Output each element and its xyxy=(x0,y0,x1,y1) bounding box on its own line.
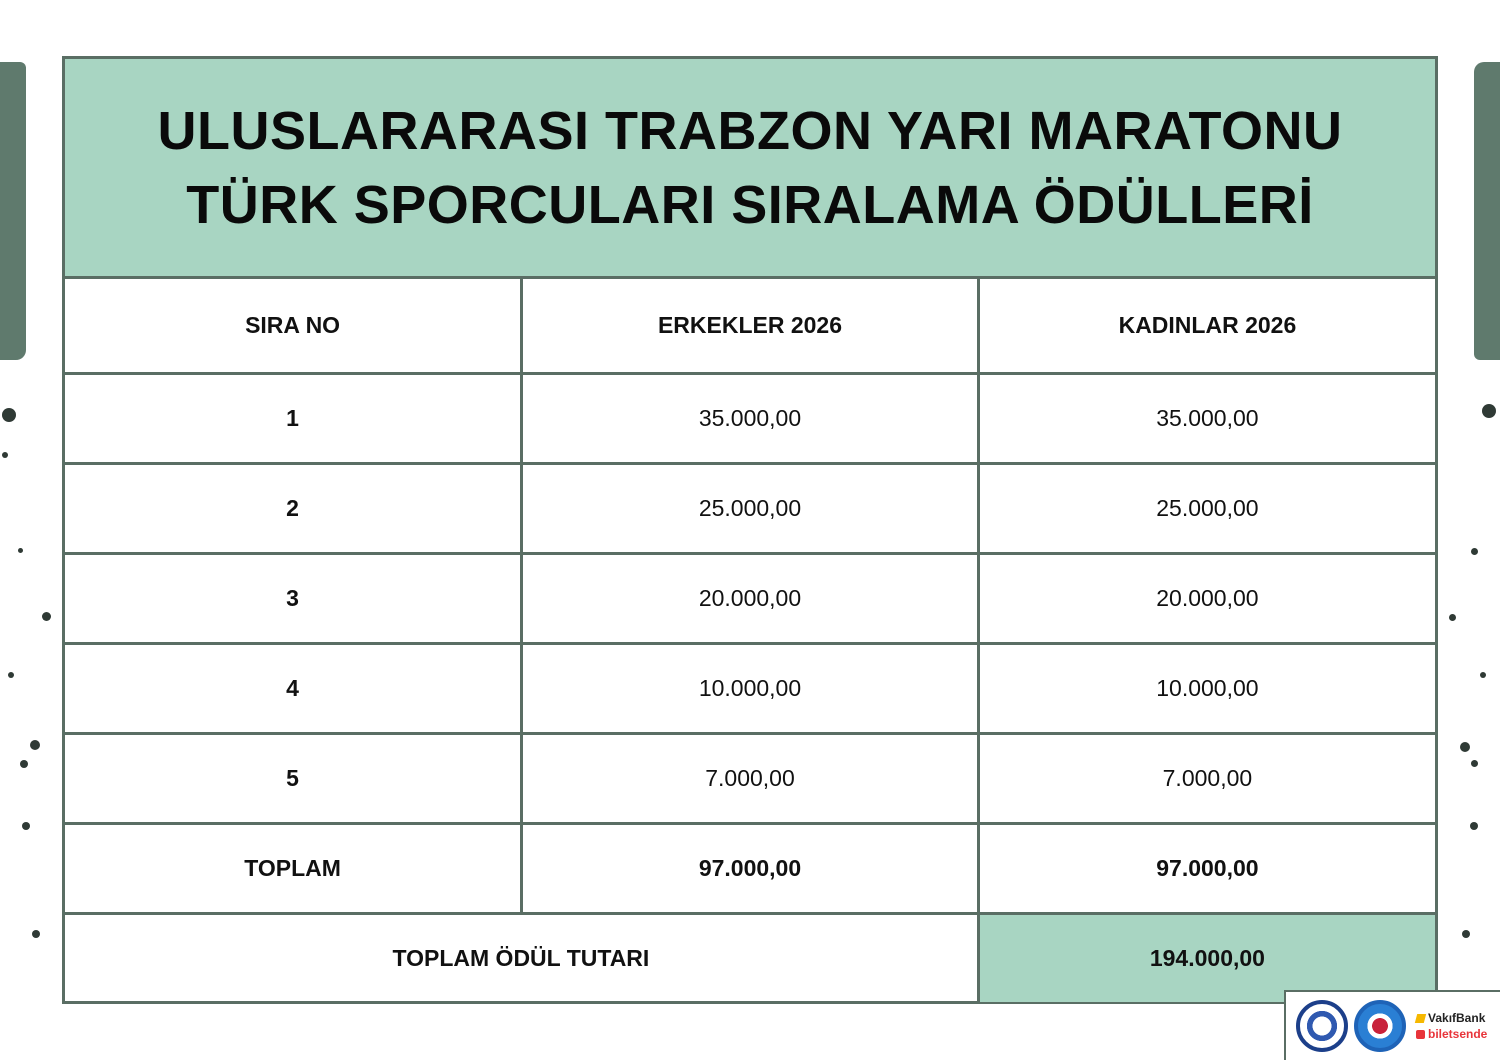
women-prize-cell: 7.000,00 xyxy=(978,734,1435,824)
decorative-left-bar xyxy=(0,62,26,360)
header-rank: SIRA NO xyxy=(65,279,522,374)
prize-table-card xyxy=(62,56,1438,1004)
vakifbank-logo xyxy=(1416,1011,1487,1025)
table-row xyxy=(65,554,1435,644)
municipality-seal-icon xyxy=(1296,1000,1348,1052)
prize-table xyxy=(65,279,1435,1002)
total-label: TOPLAM xyxy=(65,824,522,914)
page-title: ULUSLARARASI TRABZON YARI MARATONU TÜRK SPORCULARI SIRALAMA ÖDÜLLERİ xyxy=(157,100,1343,235)
decorative-dot xyxy=(1471,548,1478,555)
decorative-right-bar xyxy=(1474,62,1500,360)
decorative-dot xyxy=(1482,404,1496,418)
decorative-dot xyxy=(1471,760,1478,767)
decorative-dot xyxy=(1470,822,1478,830)
title-band xyxy=(65,59,1435,279)
table-row xyxy=(65,644,1435,734)
rank-cell: 1 xyxy=(65,374,522,464)
decorative-dot xyxy=(8,672,14,678)
metropolitan-seal-icon xyxy=(1354,1000,1406,1052)
men-prize-cell: 10.000,00 xyxy=(522,644,979,734)
grand-total-row xyxy=(65,914,1435,1003)
decorative-dot xyxy=(1462,930,1470,938)
decorative-dot xyxy=(22,822,30,830)
table-row xyxy=(65,374,1435,464)
decorative-dot xyxy=(2,408,16,422)
rank-cell: 2 xyxy=(65,464,522,554)
total-women: 97.000,00 xyxy=(978,824,1435,914)
rank-cell: 4 xyxy=(65,644,522,734)
biletsende-label: biletsende xyxy=(1428,1027,1488,1041)
decorative-dot xyxy=(1449,614,1456,621)
decorative-dot xyxy=(2,452,8,458)
women-prize-cell: 25.000,00 xyxy=(978,464,1435,554)
men-prize-cell: 35.000,00 xyxy=(522,374,979,464)
total-men: 97.000,00 xyxy=(522,824,979,914)
vakifbank-icon xyxy=(1415,1014,1426,1023)
header-women: KADINLAR 2026 xyxy=(978,279,1435,374)
table-row xyxy=(65,464,1435,554)
sponsor-logos xyxy=(1284,990,1500,1060)
table-row xyxy=(65,734,1435,824)
women-prize-cell: 10.000,00 xyxy=(978,644,1435,734)
table-header-row xyxy=(65,279,1435,374)
biletsende-logo xyxy=(1416,1027,1487,1041)
grand-total-label: TOPLAM ÖDÜL TUTARI xyxy=(65,914,978,1003)
decorative-dot xyxy=(42,612,51,621)
total-row xyxy=(65,824,1435,914)
decorative-dot xyxy=(1460,742,1470,752)
men-prize-cell: 7.000,00 xyxy=(522,734,979,824)
grand-total-value: 194.000,00 xyxy=(978,914,1435,1003)
decorative-dot xyxy=(18,548,23,553)
rank-cell: 3 xyxy=(65,554,522,644)
decorative-dot xyxy=(20,760,28,768)
women-prize-cell: 35.000,00 xyxy=(978,374,1435,464)
men-prize-cell: 25.000,00 xyxy=(522,464,979,554)
header-men: ERKEKLER 2026 xyxy=(522,279,979,374)
decorative-dot xyxy=(32,930,40,938)
decorative-dot xyxy=(30,740,40,750)
vakifbank-label: VakıfBank xyxy=(1428,1011,1486,1025)
biletsende-icon xyxy=(1416,1030,1425,1039)
rank-cell: 5 xyxy=(65,734,522,824)
men-prize-cell: 20.000,00 xyxy=(522,554,979,644)
brand-list xyxy=(1416,1011,1487,1041)
women-prize-cell: 20.000,00 xyxy=(978,554,1435,644)
decorative-dot xyxy=(1480,672,1486,678)
